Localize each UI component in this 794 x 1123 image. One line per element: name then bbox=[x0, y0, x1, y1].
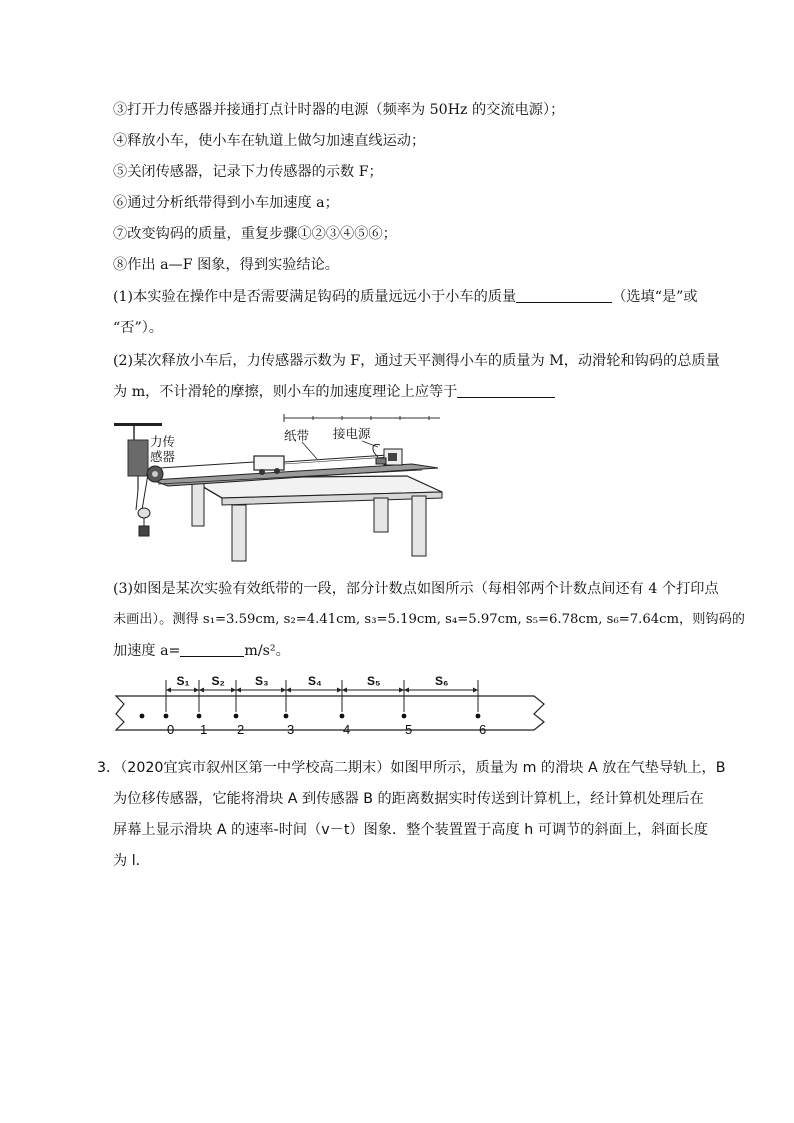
q2-line1: (2)某次释放小车后，力传感器示数为 F，通过天平测得小车的质量为 M，动滑轮和钩码的总质量 bbox=[113, 353, 720, 369]
tape-point-label: 3 bbox=[287, 722, 295, 737]
tape-point bbox=[284, 714, 289, 719]
arrowhead-icon bbox=[342, 688, 347, 693]
tape-point bbox=[340, 714, 345, 719]
tape-point bbox=[197, 714, 202, 719]
hook-weight-icon bbox=[139, 526, 149, 536]
moving-pulley-icon bbox=[138, 508, 150, 518]
segment-label: S₆ bbox=[435, 674, 449, 688]
s3-measure: s₃=5.19cm bbox=[364, 612, 437, 627]
force-sensor bbox=[128, 440, 148, 476]
step-6: ⑥通过分析纸带得到小车加速度 a； bbox=[113, 195, 339, 211]
segment-label: S₄ bbox=[308, 674, 322, 688]
q3-line1: (3)如图是某次实验有效纸带的一段，部分计数点如图所示（每相邻两个计数点间还有 4 个打印点 bbox=[113, 581, 719, 597]
problem3-line4: 为 l． bbox=[113, 853, 150, 869]
q2-answer-blank[interactable] bbox=[457, 383, 555, 398]
problem3-line1: 3．（2020宜宾市叙州区第一中学校高二期末）如图甲所示，质量为 m 的滑块 A 放在气垫导轨上，B bbox=[97, 760, 726, 776]
q1-answer-blank[interactable] bbox=[516, 288, 612, 303]
tape-point-label: 2 bbox=[237, 722, 245, 737]
segment-label: S₂ bbox=[211, 674, 225, 688]
arrowhead-icon bbox=[404, 688, 409, 693]
tape-point-label: 5 bbox=[405, 722, 413, 737]
arrowhead-icon bbox=[281, 688, 286, 693]
tape-point-label: 6 bbox=[479, 722, 487, 737]
arrowhead-icon bbox=[399, 688, 404, 693]
tape-point bbox=[164, 714, 169, 719]
q3-answer-blank[interactable] bbox=[180, 642, 244, 657]
timer bbox=[373, 444, 402, 465]
q1-line1 bbox=[113, 288, 698, 306]
q3-line3 bbox=[113, 642, 290, 660]
arrowhead-icon bbox=[473, 688, 478, 693]
step-5: ⑤关闭传感器，记录下力传感器的示数 F； bbox=[113, 164, 383, 180]
s5-measure: s₅=6.78cm bbox=[525, 612, 599, 627]
q3-suffix: ，则钩码的 bbox=[679, 612, 745, 627]
sensor-label-2: 感器 bbox=[150, 450, 176, 464]
tape-dot bbox=[140, 714, 145, 719]
s6-measure: s₆=7.64cm bbox=[606, 612, 680, 627]
apparatus-diagram bbox=[112, 412, 457, 562]
step-4: ④释放小车，使小车在轨道上做匀加速直线运动； bbox=[113, 133, 426, 149]
arrowhead-icon bbox=[194, 688, 199, 693]
sensor-label-1: 力传 bbox=[150, 435, 176, 449]
segment-label: S₅ bbox=[367, 674, 381, 688]
q2-line2 bbox=[113, 383, 555, 401]
q3-line2: 未画出）。测得 s₁=3.59cm, s₂=4.41cm, s₃=5.19cm, s₄=5.97cm, s₅=6.78cm, s₆=7.64cm，则钩码的 bbox=[113, 612, 745, 627]
step-3: ③打开力传感器并接通打点计时器的电源（频率为 50Hz 的交流电源）； bbox=[113, 102, 565, 118]
tape-point-label: 0 bbox=[167, 722, 175, 737]
q1-line2: “否”）。 bbox=[113, 320, 163, 336]
arrowhead-icon bbox=[337, 688, 342, 693]
cart bbox=[254, 456, 284, 475]
segment-label: S₃ bbox=[255, 674, 269, 688]
q1-suffix: （选填“是”或 bbox=[612, 289, 698, 305]
arrowhead-icon bbox=[231, 688, 236, 693]
q3-accel-label: 加速度 a= bbox=[113, 643, 181, 659]
q3-prefix: 未画出）。测得 bbox=[113, 612, 199, 627]
problem3-line2: 为位移传感器，它能将滑块 A 到传感器 B 的距离数据实时传送到计算机上，经计算机处理后在 bbox=[113, 791, 704, 807]
q3-unit: m/s²。 bbox=[244, 643, 290, 659]
s4-measure: s₄=5.97cm bbox=[445, 612, 518, 627]
tape-point-label: 1 bbox=[200, 722, 208, 737]
step-8: ⑧作出 a—F 图象，得到实验结论。 bbox=[113, 257, 339, 273]
ruler-scale bbox=[284, 414, 440, 422]
power-label: 接电源 bbox=[333, 427, 371, 441]
q2-text: 为 m，不计滑轮的摩擦，则小车的加速度理论上应等于 bbox=[113, 384, 458, 400]
ceiling-bar bbox=[114, 423, 162, 426]
paper-tape-diagram bbox=[110, 670, 550, 742]
arrowhead-icon bbox=[236, 688, 241, 693]
tape-point-label: 4 bbox=[343, 722, 351, 737]
s1-measure: s₁=3.59cm bbox=[202, 612, 276, 627]
tape-point bbox=[476, 714, 481, 719]
step-7: ⑦改变钩码的质量，重复步骤①②③④⑤⑥； bbox=[113, 226, 397, 242]
arrowhead-icon bbox=[286, 688, 291, 693]
q1-text: (1)本实验在操作中是否需要满足钩码的质量远远小于小车的质量 bbox=[113, 289, 517, 305]
table bbox=[188, 476, 442, 561]
tape-label: 纸带 bbox=[284, 429, 310, 443]
arrowhead-icon bbox=[199, 688, 204, 693]
arrowhead-icon bbox=[166, 688, 171, 693]
tape-point bbox=[402, 714, 407, 719]
s2-measure: s₂=4.41cm bbox=[283, 612, 357, 627]
segment-label: S₁ bbox=[176, 674, 190, 688]
problem3-line3: 屏幕上显示滑块 A 的速率-时间（v－t）图象．整个装置置于高度 h 可调节的斜面上，斜面长度 bbox=[113, 822, 708, 838]
tape-point bbox=[234, 714, 239, 719]
